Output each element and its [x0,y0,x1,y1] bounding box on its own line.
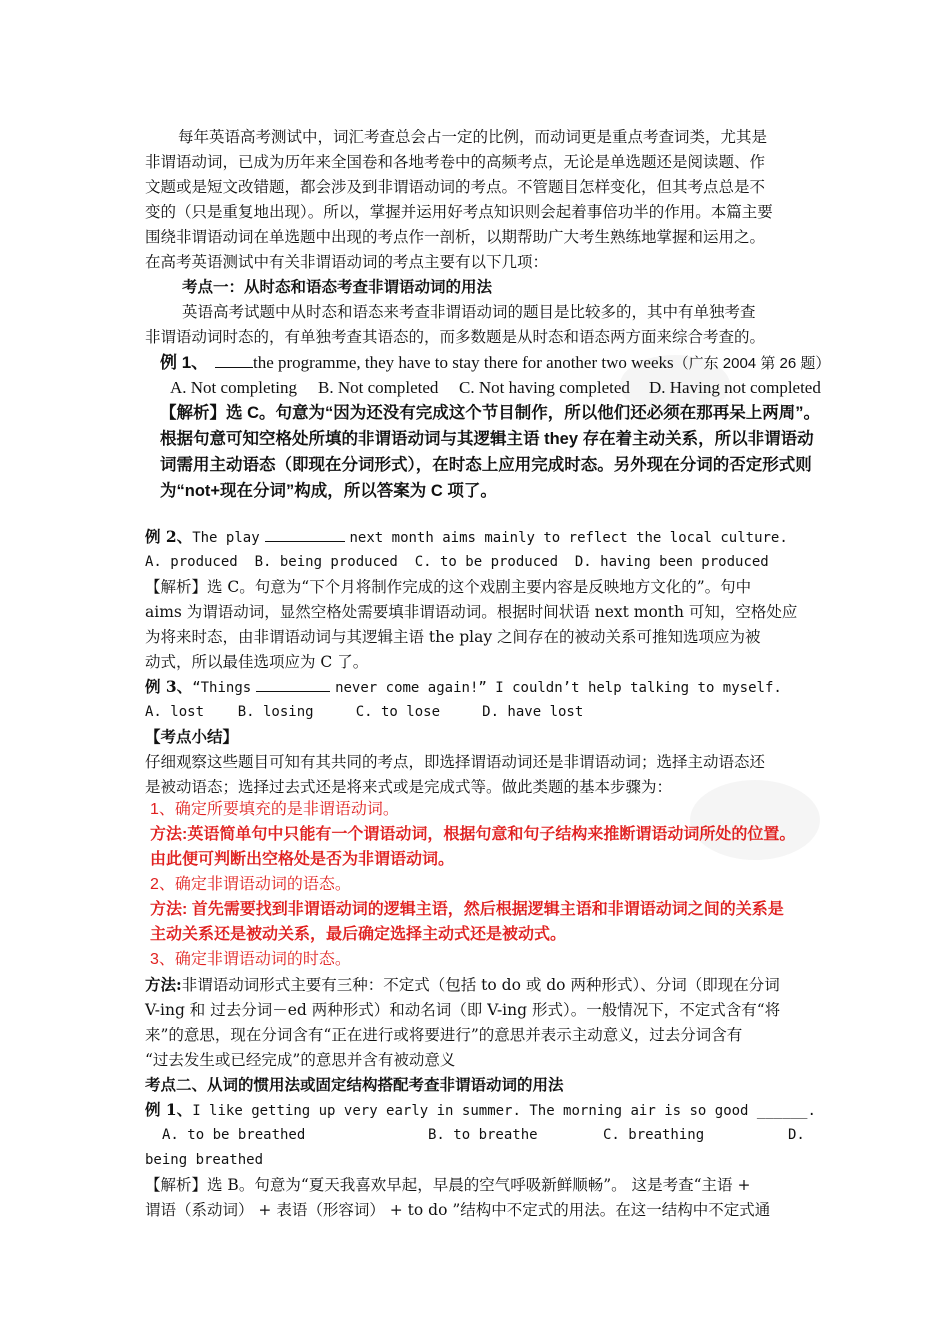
ex2-analysis-line: 【解析】选 C。句意为“下个月将制作完成的这个戏剧主要内容是反映地方文化的”。句中 [145,578,752,596]
s2-ex1-option-d: D. [788,1127,805,1143]
intro-line: 在高考英语测试中有关非谓语动词的考点主要有以下几项： [145,253,549,271]
s2-ex1-option-b: B. to breathe [428,1127,538,1143]
summary-line: 仔细观察这些题目可知有其共同的考点，即选择谓语动词还是非谓语动词；选择主动语态还 [145,753,766,771]
section1-para-line: 非谓语动词时态的，有单独考查其语态的，而多数题是从时态和语态两方面来综合考查的。 [145,328,766,346]
ex1-analysis-line: 词需用主动语态（即现在分词形式），在时态上应用完成时态。另外现在分词的否定形式则 [160,456,812,474]
method-label: 方法: [145,975,182,994]
answer-blank [215,353,253,368]
section1-heading: 考点一：从时态和语态考查非谓语动词的用法 [182,277,493,296]
step-1-method-cont: 由此便可判断出空格处是否为非谓语动词。 [150,851,455,868]
ex1-option-b: B. Not completed [318,378,439,397]
intro-line: 围绕非谓语动词在单选题中出现的考点作一剖析，以期帮助广大考生熟练地掌握和运用之。 [145,228,766,246]
method-text: 非谓语动词形式主要有三种：不定式（包括 to do 或 do 两种形式）、分词（即现在分词 [181,976,780,994]
summary-line: 是被动语态；选择过去式还是将来式或是完成式等。做此类题的基本步骤为： [145,778,673,796]
ex2-question [145,527,788,548]
ex1-analysis-line: 根据句意可知空格处所填的非谓语动词与其逻辑主语 they 存在着主动关系，所以非谓语动 [160,430,814,448]
ex2-label: 例 2、 [145,527,193,546]
step-3: 3、确定非谓语动词的时态。 [150,951,351,968]
s2-ex1-option-a: A. to be breathed [162,1127,306,1143]
ex2-question-before: The play [192,530,260,546]
s2-ex1-option-d-cont: being breathed [145,1152,264,1168]
method-line [145,975,780,995]
s2-ex1-question [145,1100,816,1121]
ex2-analysis-line: aims 为谓语动词，显然空格处需要填非谓语动词。根据时间状语 next month 可知，空格处应 [145,603,798,621]
section2-heading: 考点二、从词的惯用法或固定结构搭配考查非谓语动词的用法 [145,1075,564,1094]
s2-ex1-label: 例 1、 [145,1100,193,1119]
intro-line: 变的（只是重复地出现）。所以，掌握并运用好考点知识则会起着事倍功半的作用。本篇主要 [145,203,773,221]
answer-blank [256,677,330,692]
ex3-question-after: never come again!” I couldn’t help talking to myself. [335,680,782,696]
ex1-option-d: D. Having not completed [649,378,821,397]
ex1-source: （广东 2004 第 26 题） [673,355,831,372]
method-line: “过去发生或已经完成”的意思并含有被动意义 [145,1051,456,1069]
ex1-question-text: the programme, they have to stay there for another two weeks [253,353,674,372]
step-2: 2、确定非谓语动词的语态。 [150,876,351,893]
method-line: V-ing 和 过去分词－ed 两种形式）和动名词（即 V-ing 形式）。一般情况下，不定式含有“将 [145,1001,781,1019]
ex1-label: 例 1、 [160,353,209,372]
intro-line: 文题或是短文改错题，都会涉及到非谓语动词的考点。不管题目怎样变化，但其考点总是不 [145,178,766,196]
ex1-analysis-line: 【解析】选 C。句意为“因为还没有完成这个节目制作，所以他们还必须在那再呆上两周”。 [160,404,820,422]
answer-blank [265,527,345,542]
ex3-label: 例 3、 [145,677,193,696]
ex3-question [145,677,782,698]
ex2-analysis-line: 动式，所以最佳选项应为 C 了。 [145,653,369,671]
step-2-method: 方法: 首先需要找到非谓语动词的逻辑主语，然后根据逻辑主语和非谓语动词之间的关系是 [150,901,784,918]
intro-line: 每年英语高考测试中，词汇考查总会占一定的比例，而动词更是重点考查词类，尤其是 [178,128,768,146]
ex1-option-a: A. Not completing [170,378,298,397]
ex1-question [215,353,830,374]
method-line: 来”的意思，现在分词含有“正在进行或将要进行”的意思并表示主动意义，过去分词含有 [145,1026,743,1044]
ex3-question-before: “Things [192,680,252,696]
watermark [690,780,820,860]
ex2-analysis-line: 为将来时态，由非谓语动词与其逻辑主语 the play 之间存在的被动关系可推知选项应为被 [145,628,761,646]
ex2-question-after: next month aims mainly to reflect the local culture. [349,530,788,546]
ex3-options: A. lost B. losing C. to lose D. have lost [145,704,584,720]
ex1-option-c: C. Not having completed [459,378,630,397]
s2-ex1-option-c: C. breathing [603,1127,705,1143]
summary-heading: 【考点小结】 [145,727,239,746]
intro-line: 非谓语动词，已成为历年来全国卷和各地考卷中的高频考点，无论是单选题还是阅读题、作 [145,153,766,171]
step-2-method-cont: 主动关系还是被动关系，最后确定选择主动式还是被动式。 [150,926,567,943]
s2-ex1-question-text: I like getting up very early in summer. The morning air is so good ______. [192,1103,816,1119]
s2-ex1-analysis-line: 谓语（系动词） + 表语（形容词） + to do ”结构中不定式的用法。在这一结构中不定式通 [145,1201,771,1219]
section1-para-line: 英语高考试题中从时态和语态来考查非谓语动词的题目是比较多的，其中有单独考查 [182,303,756,321]
s2-ex1-analysis-line: 【解析】选 B。句意为“夏天我喜欢早起，早晨的空气呼吸新鲜顺畅”。 这是考查“主语 + [145,1176,751,1194]
step-1-method: 方法:英语简单句中只能有一个谓语动词，根据句意和句子结构来推断谓语动词所处的位置。 [150,826,796,843]
step-1: 1、确定所要填充的是非谓语动词。 [150,801,399,818]
ex1-analysis-line: 为“not+现在分词”构成，所以答案为 C 项了。 [160,482,497,500]
ex2-options: A. produced B. being produced C. to be produced D. having been produced [145,554,769,570]
